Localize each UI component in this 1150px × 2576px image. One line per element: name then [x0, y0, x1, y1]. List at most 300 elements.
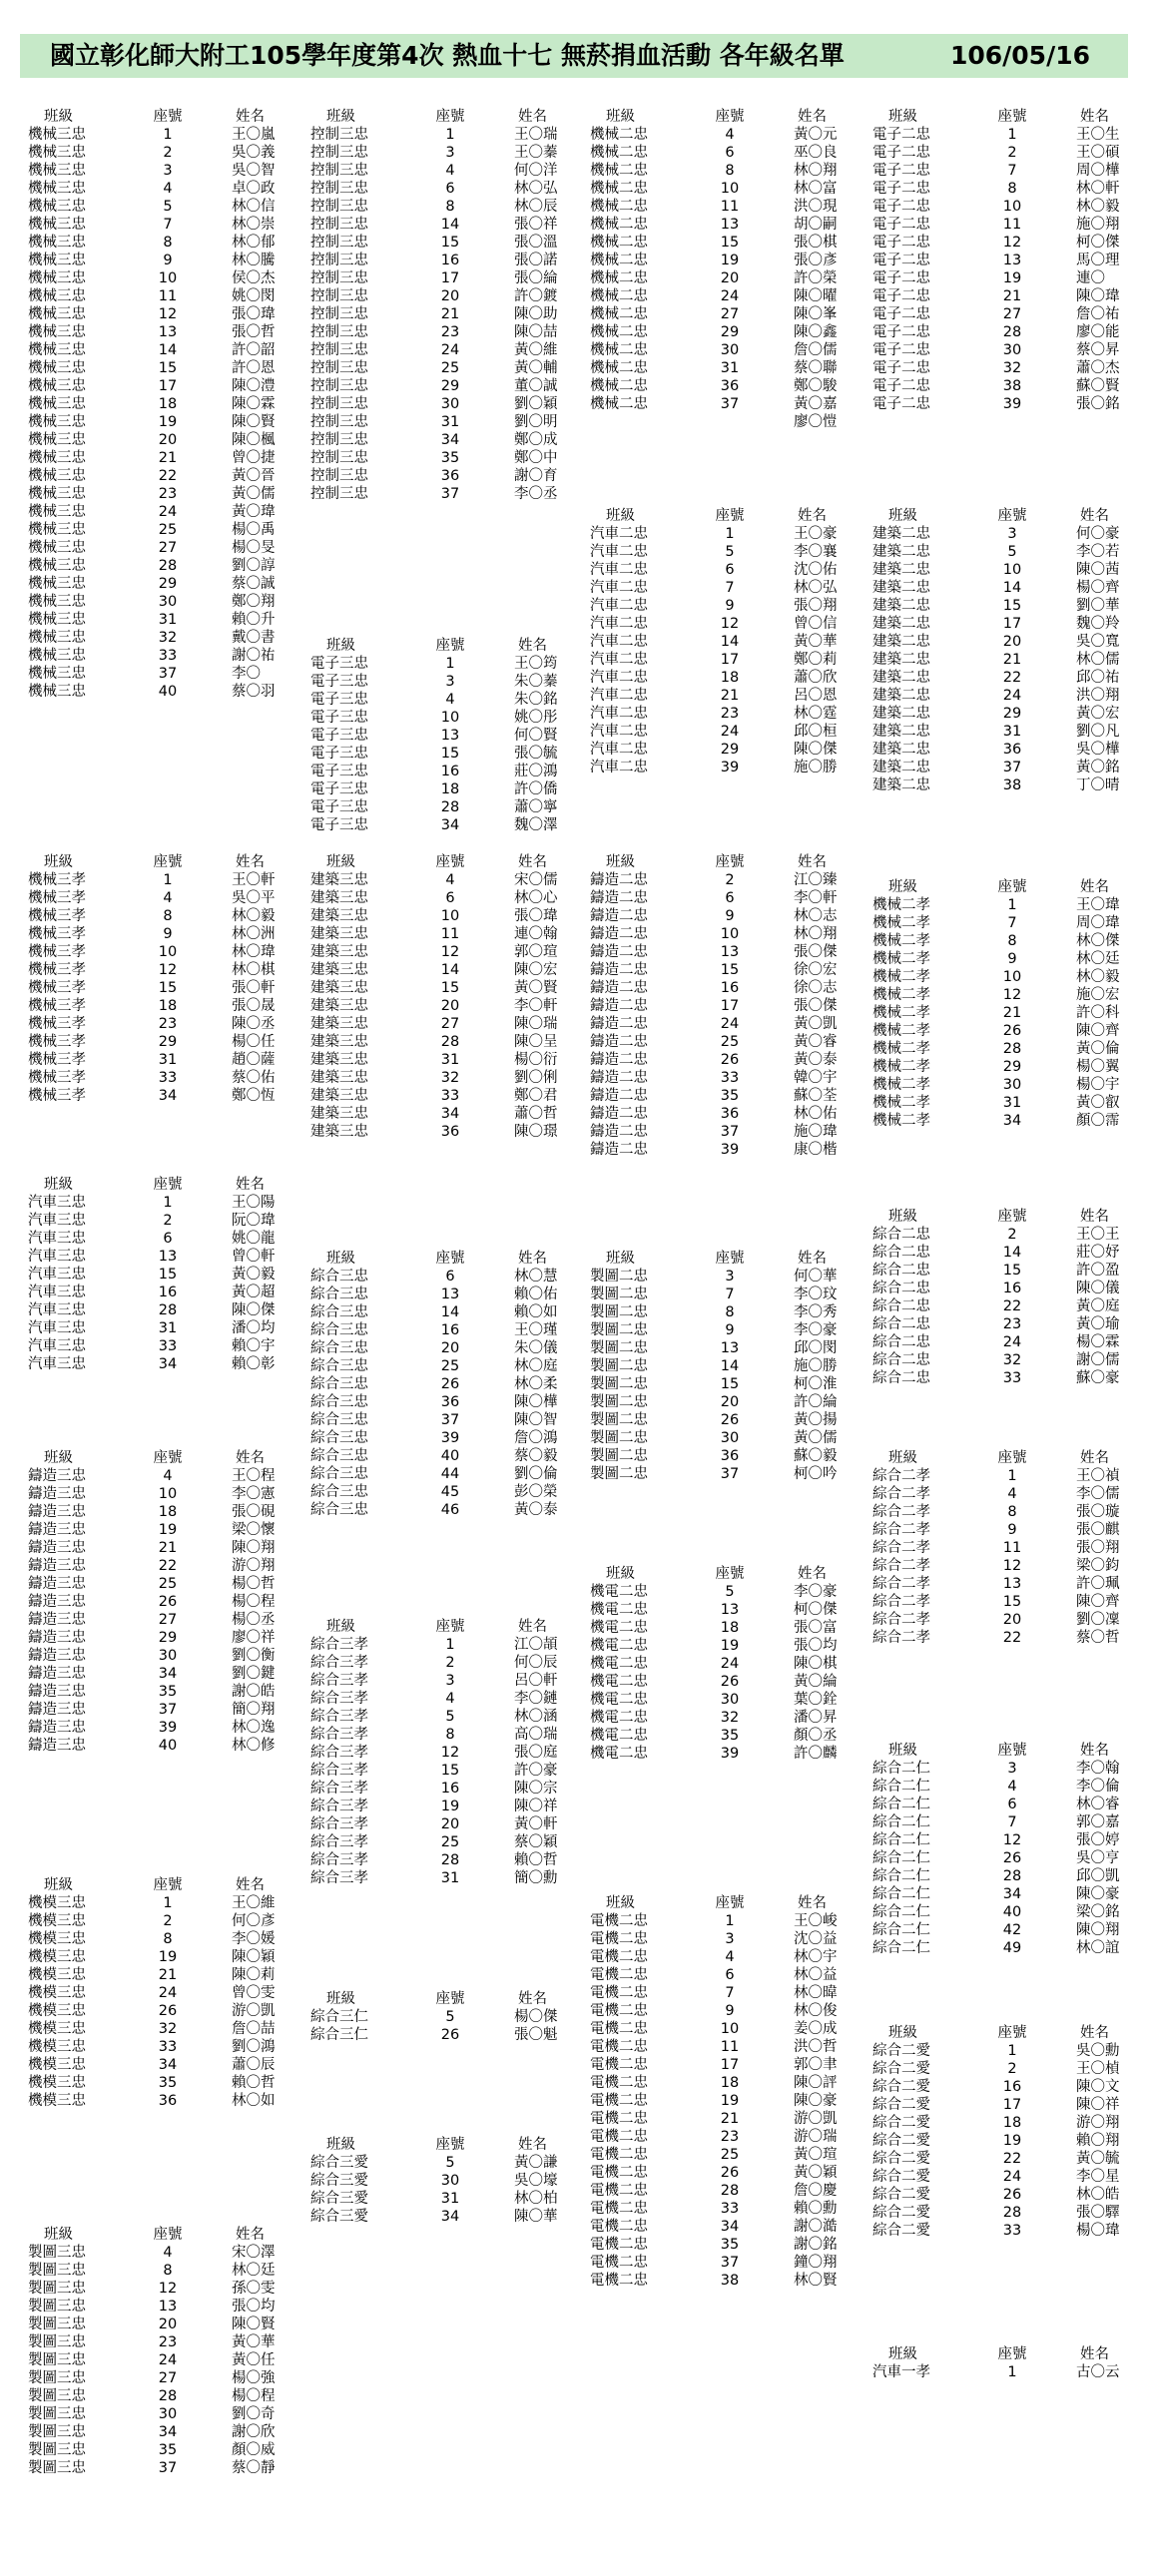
class-cell: 機械二孝	[872, 915, 930, 931]
roster-header-row	[584, 853, 854, 871]
name-cell: 黃〇睿	[794, 1034, 838, 1050]
class-cell: 建築二忠	[872, 670, 930, 686]
class-cell: 鑄造三忠	[28, 1468, 86, 1484]
seat-cell: 15	[440, 235, 460, 251]
name-cell: 梁〇鈞	[1076, 1558, 1120, 1574]
class-cell: 綜合二忠	[872, 1227, 930, 1243]
roster-row	[304, 377, 574, 395]
name-cell: 劉〇鴻	[232, 2039, 276, 2055]
seat-cell: 13	[440, 1287, 460, 1302]
name-cell: 王〇嵐	[232, 127, 276, 143]
class-cell: 機模三忠	[28, 1895, 86, 1911]
class-cell: 控制三忠	[310, 414, 368, 430]
roster-row	[304, 198, 574, 216]
seat-cell: 27	[720, 306, 740, 322]
class-cell: 鑄造二忠	[590, 908, 648, 924]
roster-row	[866, 1226, 1136, 1244]
name-cell: 黃〇揚	[794, 1412, 838, 1428]
roster-row	[22, 305, 291, 323]
roster-row	[866, 1760, 1136, 1778]
roster-row	[304, 727, 574, 745]
class-header: 班級	[326, 638, 355, 654]
roster-row	[866, 1004, 1136, 1022]
name-header: 姓名	[1080, 2025, 1109, 2041]
seat-cell: 1	[1007, 897, 1017, 913]
roster-row	[584, 1655, 854, 1673]
name-cell: 廖〇祥	[232, 1630, 276, 1646]
class-roster-block	[866, 878, 1136, 1130]
class-cell: 電機二忠	[590, 2093, 648, 2109]
class-cell: 鑄造三忠	[28, 1666, 86, 1682]
roster-row	[584, 413, 854, 431]
class-cell: 機械二忠	[590, 181, 648, 197]
class-cell: 電子二忠	[872, 342, 930, 358]
name-header: 姓名	[518, 2137, 547, 2153]
roster-row	[304, 979, 574, 997]
name-cell: 黃〇泰	[794, 1052, 838, 1068]
class-cell: 電子三忠	[310, 781, 368, 797]
seat-cell: 4	[725, 1949, 735, 1965]
class-cell: 機械三孝	[28, 944, 86, 960]
class-cell: 電機二忠	[590, 2237, 648, 2253]
roster-header-row	[584, 1250, 854, 1268]
name-cell: 林〇信	[232, 199, 276, 215]
roster-row	[304, 2172, 574, 2190]
name-cell: 張〇均	[794, 1638, 838, 1654]
seat-cell: 16	[1002, 1281, 1022, 1296]
roster-row	[304, 216, 574, 234]
class-cell: 汽車二忠	[590, 670, 648, 686]
class-cell: 鑄造三忠	[28, 1720, 86, 1736]
roster-row	[304, 1286, 574, 1303]
name-cell: 曾〇雯	[232, 1985, 276, 2001]
class-cell: 建築二忠	[872, 616, 930, 632]
roster-row	[584, 359, 854, 377]
class-cell: 機械三忠	[28, 145, 86, 161]
name-cell: 黃〇庭	[1076, 1298, 1120, 1314]
seat-cell: 13	[720, 944, 740, 960]
roster-row	[22, 395, 291, 413]
seat-cell: 7	[1007, 1814, 1017, 1830]
name-cell: 李〇儒	[1076, 1486, 1120, 1502]
roster-row	[584, 561, 854, 579]
class-cell: 機械三忠	[28, 306, 86, 322]
seat-cell: 24	[1002, 2169, 1022, 2185]
roster-row	[304, 2154, 574, 2172]
class-cell: 電機二忠	[590, 2255, 648, 2271]
name-cell: 何〇華	[794, 1269, 838, 1285]
seat-cell: 21	[158, 450, 178, 466]
seat-cell: 22	[1002, 1630, 1022, 1646]
name-cell: 陳〇澧	[232, 378, 276, 394]
seat-cell: 10	[1002, 969, 1022, 985]
name-cell: 梁〇銘	[1076, 1904, 1120, 1920]
class-cell: 汽車二忠	[590, 544, 648, 560]
class-cell: 鑄造二忠	[590, 1124, 648, 1140]
seat-cell: 18	[158, 396, 178, 412]
class-cell: 機模三忠	[28, 2003, 86, 2019]
class-roster-block	[866, 1208, 1136, 1387]
class-cell: 電機二忠	[590, 1913, 648, 1929]
name-header: 姓名	[236, 1177, 265, 1193]
class-roster-block	[866, 507, 1136, 794]
name-cell: 江〇頡	[514, 1637, 558, 1653]
name-cell: 李〇丞	[514, 486, 558, 502]
name-cell: 李〇秀	[794, 1304, 838, 1320]
name-cell: 林〇如	[232, 2093, 276, 2109]
roster-row	[584, 705, 854, 723]
seat-cell: 9	[725, 908, 735, 924]
class-cell: 機械二忠	[590, 163, 648, 179]
class-cell: 綜合三孝	[310, 1673, 368, 1689]
seat-cell: 28	[720, 2183, 740, 2199]
roster-row	[304, 1339, 574, 1357]
roster-row	[22, 2262, 291, 2280]
class-cell: 機械二忠	[590, 145, 648, 161]
name-cell: 趙〇薩	[232, 1052, 276, 1068]
class-cell: 機模三忠	[28, 1931, 86, 1947]
seat-cell: 29	[158, 1630, 178, 1646]
seat-cell: 6	[445, 1269, 455, 1285]
name-cell: 簡〇翔	[232, 1702, 276, 1718]
class-cell: 機械三忠	[28, 630, 86, 646]
seat-cell: 49	[1002, 1940, 1022, 1956]
class-cell: 汽車二忠	[590, 742, 648, 758]
name-cell: 林〇柏	[514, 2191, 558, 2207]
name-cell: 蔡〇穎	[514, 1834, 558, 1850]
seat-cell: 26	[720, 1674, 740, 1690]
roster-row	[584, 2236, 854, 2254]
class-cell: 電子二忠	[872, 199, 930, 215]
seat-cell: 27	[158, 2370, 178, 2386]
name-cell: 陳〇助	[514, 306, 558, 322]
name-cell: 謝〇銘	[794, 2237, 838, 2253]
name-cell: 林〇崇	[232, 217, 276, 233]
seat-cell: 11	[158, 288, 178, 304]
seat-cell: 18	[720, 670, 740, 686]
class-cell: 汽車三忠	[28, 1320, 86, 1336]
name-header: 姓名	[236, 1877, 265, 1893]
seat-cell: 16	[440, 1322, 460, 1338]
name-cell: 許〇科	[1076, 1005, 1120, 1021]
roster-row	[584, 2272, 854, 2290]
seat-cell: 4	[163, 890, 173, 906]
roster-row	[22, 1355, 291, 1373]
seat-cell: 39	[720, 760, 740, 775]
class-header: 班級	[44, 2227, 73, 2243]
class-cell: 機械三忠	[28, 414, 86, 430]
name-cell: 王〇軒	[232, 872, 276, 888]
roster-row	[584, 1984, 854, 2002]
roster-row	[866, 1849, 1136, 1867]
name-cell: 賴〇如	[514, 1304, 558, 1320]
class-cell: 機模三忠	[28, 2021, 86, 2037]
class-cell: 製圖二忠	[590, 1340, 648, 1356]
seat-cell: 5	[445, 2009, 455, 2025]
class-cell: 電子三忠	[310, 728, 368, 744]
class-cell: 綜合三孝	[310, 1727, 368, 1743]
roster-header-row	[584, 507, 854, 525]
roster-row	[866, 2150, 1136, 2168]
class-cell: 機械三孝	[28, 926, 86, 942]
seat-cell: 36	[158, 2093, 178, 2109]
roster-row	[22, 925, 291, 943]
roster-row	[866, 597, 1136, 615]
seat-cell: 37	[440, 1412, 460, 1428]
name-cell: 林〇洲	[232, 926, 276, 942]
roster-header-row	[304, 108, 574, 126]
class-cell: 機械三忠	[28, 181, 86, 197]
name-cell: 黃〇華	[794, 634, 838, 650]
name-cell: 蔡〇昇	[1076, 342, 1120, 358]
seat-cell: 33	[158, 648, 178, 664]
name-cell: 蘇〇賢	[1076, 378, 1120, 394]
name-cell: 林〇廷	[1076, 951, 1120, 967]
class-cell: 機械二孝	[872, 987, 930, 1003]
class-cell: 控制三忠	[310, 199, 368, 215]
seat-cell: 17	[440, 270, 460, 286]
class-header: 班級	[606, 1895, 635, 1911]
name-cell: 陳〇莉	[232, 1967, 276, 1983]
class-cell: 鑄造三忠	[28, 1504, 86, 1520]
class-header: 班級	[326, 2137, 355, 2153]
class-cell: 綜合三孝	[310, 1799, 368, 1814]
seat-cell: 36	[720, 378, 740, 394]
seat-cell: 4	[1007, 1779, 1017, 1795]
name-cell: 王〇豪	[794, 526, 838, 542]
class-cell: 機械二忠	[590, 199, 648, 215]
seat-cell: 34	[158, 2424, 178, 2440]
name-header: 姓名	[798, 1251, 827, 1267]
roster-row	[584, 1745, 854, 1763]
seat-cell: 2	[725, 872, 735, 888]
class-cell: 綜合三孝	[310, 1709, 368, 1725]
class-cell: 機械二忠	[590, 127, 648, 143]
seat-cell: 15	[720, 235, 740, 251]
class-cell: 機械二孝	[872, 1041, 930, 1057]
name-header: 姓名	[236, 854, 265, 870]
name-cell: 黃〇凱	[794, 1016, 838, 1032]
class-header: 班級	[888, 2025, 917, 2041]
class-cell: 綜合三忠	[310, 1430, 368, 1446]
roster-row	[584, 1583, 854, 1601]
class-header: 班級	[888, 879, 917, 895]
name-cell: 姚〇彤	[514, 710, 558, 726]
name-cell: 林〇傑	[1076, 933, 1120, 949]
roster-row	[22, 1948, 291, 1966]
seat-cell: 15	[440, 746, 460, 762]
class-header: 班級	[888, 1743, 917, 1759]
class-cell: 控制三忠	[310, 181, 368, 197]
class-cell: 綜合三忠	[310, 1394, 368, 1410]
class-cell: 控制三忠	[310, 163, 368, 179]
class-cell: 機械二孝	[872, 1095, 930, 1111]
roster-row	[584, 1637, 854, 1655]
class-cell: 鑄造二忠	[590, 1052, 648, 1068]
name-cell: 連〇翰	[514, 926, 558, 942]
roster-row	[22, 683, 291, 701]
roster-header-row	[866, 507, 1136, 525]
class-header: 班級	[44, 109, 73, 125]
name-cell: 郭〇瑄	[514, 944, 558, 960]
roster-row	[584, 1411, 854, 1429]
seat-cell: 11	[1002, 217, 1022, 233]
class-cell: 製圖三忠	[28, 2299, 86, 2315]
roster-row	[22, 162, 291, 180]
name-cell: 林〇暐	[794, 1985, 838, 2001]
roster-row	[584, 633, 854, 651]
class-cell: 綜合二愛	[872, 2169, 930, 2185]
name-cell: 李〇軒	[514, 998, 558, 1014]
seat-cell: 1	[1007, 127, 1017, 143]
name-cell: 吳〇勳	[1076, 2043, 1120, 2059]
seat-cell: 6	[725, 562, 735, 578]
name-cell: 邱〇凱	[1076, 1868, 1120, 1884]
name-cell: 黃〇綸	[794, 1674, 838, 1690]
class-cell: 機械三忠	[28, 648, 86, 664]
seat-cell: 8	[163, 1931, 173, 1947]
roster-row	[584, 2128, 854, 2146]
roster-row	[22, 1629, 291, 1647]
roster-row	[22, 1485, 291, 1503]
name-cell: 林〇弘	[794, 580, 838, 596]
class-cell: 綜合二仁	[872, 1797, 930, 1812]
seat-cell: 35	[158, 2075, 178, 2091]
name-cell: 賴〇哲	[232, 2075, 276, 2091]
roster-row	[304, 1375, 574, 1393]
roster-row	[866, 1112, 1136, 1130]
roster-row	[22, 611, 291, 629]
name-cell: 劉〇衡	[232, 1648, 276, 1664]
name-cell: 柯〇傑	[794, 1602, 838, 1618]
roster-row	[866, 896, 1136, 914]
roster-row	[304, 1672, 574, 1690]
seat-cell: 1	[163, 872, 173, 888]
roster-row	[22, 1719, 291, 1737]
name-cell: 李〇玟	[794, 1287, 838, 1302]
roster-row	[22, 2333, 291, 2351]
name-cell: 彭〇榮	[514, 1484, 558, 1500]
name-cell: 林〇志	[794, 908, 838, 924]
roster-row	[584, 180, 854, 198]
roster-row	[22, 2038, 291, 2056]
name-cell: 張〇祥	[514, 217, 558, 233]
name-cell: 蔡〇羽	[232, 684, 276, 700]
name-cell: 沈〇益	[794, 1931, 838, 1947]
class-cell: 機模三忠	[28, 1949, 86, 1965]
class-cell: 綜合二仁	[872, 1904, 930, 1920]
class-cell: 機電二忠	[590, 1584, 648, 1600]
seat-header: 座號	[153, 1877, 183, 1893]
seat-cell: 24	[1002, 1334, 1022, 1350]
roster-row	[584, 1321, 854, 1339]
roster-row	[584, 2020, 854, 2038]
roster-row	[584, 961, 854, 979]
class-cell: 機械二忠	[590, 235, 648, 251]
class-cell: 機電二忠	[590, 1656, 648, 1672]
class-roster-block	[304, 1250, 574, 1519]
class-cell: 機械三孝	[28, 1088, 86, 1104]
name-cell: 王〇程	[232, 1468, 276, 1484]
roster-row	[22, 2074, 291, 2092]
name-cell: 李〇軒	[794, 890, 838, 906]
roster-row	[866, 1885, 1136, 1903]
class-roster-block	[584, 1565, 854, 1763]
roster-row	[22, 1266, 291, 1284]
roster-row	[22, 1575, 291, 1593]
roster-row	[22, 431, 291, 449]
class-cell: 製圖三忠	[28, 2281, 86, 2297]
seat-cell: 32	[158, 630, 178, 646]
name-cell: 何〇彥	[232, 1913, 276, 1929]
name-header: 姓名	[1080, 1209, 1109, 1225]
roster-row	[866, 1262, 1136, 1280]
seat-cell: 35	[720, 1728, 740, 1744]
seat-cell: 21	[720, 688, 740, 704]
class-cell: 建築三忠	[310, 1106, 368, 1122]
class-cell: 電機二忠	[590, 2201, 648, 2217]
roster-row	[304, 485, 574, 503]
class-cell: 電機二忠	[590, 1931, 648, 1947]
name-cell: 廖〇能	[1076, 324, 1120, 340]
roster-row	[22, 198, 291, 216]
roster-row	[22, 126, 291, 144]
roster-row	[584, 2056, 854, 2074]
class-header: 班級	[326, 1619, 355, 1635]
name-cell: 黃〇銘	[1076, 760, 1120, 775]
name-cell: 謝〇祐	[232, 648, 276, 664]
seat-cell: 12	[158, 306, 178, 322]
class-cell: 汽車三忠	[28, 1356, 86, 1372]
roster-row	[866, 561, 1136, 579]
seat-cell: 33	[440, 1088, 460, 1104]
seat-cell: 28	[1002, 1041, 1022, 1057]
seat-cell: 30	[440, 2173, 460, 2189]
seat-cell: 8	[1007, 933, 1017, 949]
seat-cell: 19	[720, 253, 740, 268]
name-header: 姓名	[1080, 109, 1109, 125]
seat-cell: 30	[720, 1430, 740, 1446]
class-cell: 機械三忠	[28, 217, 86, 233]
class-cell: 電子三忠	[310, 746, 368, 762]
class-cell: 綜合三孝	[310, 1763, 368, 1779]
seat-cell: 28	[1002, 1868, 1022, 1884]
seat-cell: 31	[440, 1870, 460, 1886]
class-cell: 建築二忠	[872, 562, 930, 578]
seat-cell: 32	[720, 1710, 740, 1726]
class-cell: 汽車二忠	[590, 760, 648, 775]
class-cell: 機械三忠	[28, 253, 86, 268]
seat-cell: 13	[1002, 1576, 1022, 1592]
name-cell: 林〇辰	[514, 199, 558, 215]
roster-row	[584, 216, 854, 234]
name-header: 姓名	[1080, 879, 1109, 895]
roster-row	[866, 1903, 1136, 1921]
class-cell: 綜合二仁	[872, 1832, 930, 1848]
name-cell: 陳〇豪	[1076, 1886, 1120, 1902]
seat-cell: 34	[158, 1666, 178, 1682]
roster-row	[584, 723, 854, 741]
seat-cell: 28	[440, 1852, 460, 1868]
class-cell: 綜合二仁	[872, 1761, 930, 1777]
class-cell: 綜合二孝	[872, 1540, 930, 1556]
name-cell: 顏〇威	[232, 2442, 276, 2458]
class-cell: 控制三忠	[310, 127, 368, 143]
seat-cell: 4	[163, 2245, 173, 2261]
name-cell: 蔡〇毅	[514, 1448, 558, 1464]
seat-cell: 15	[440, 980, 460, 996]
roster-row	[584, 1619, 854, 1637]
